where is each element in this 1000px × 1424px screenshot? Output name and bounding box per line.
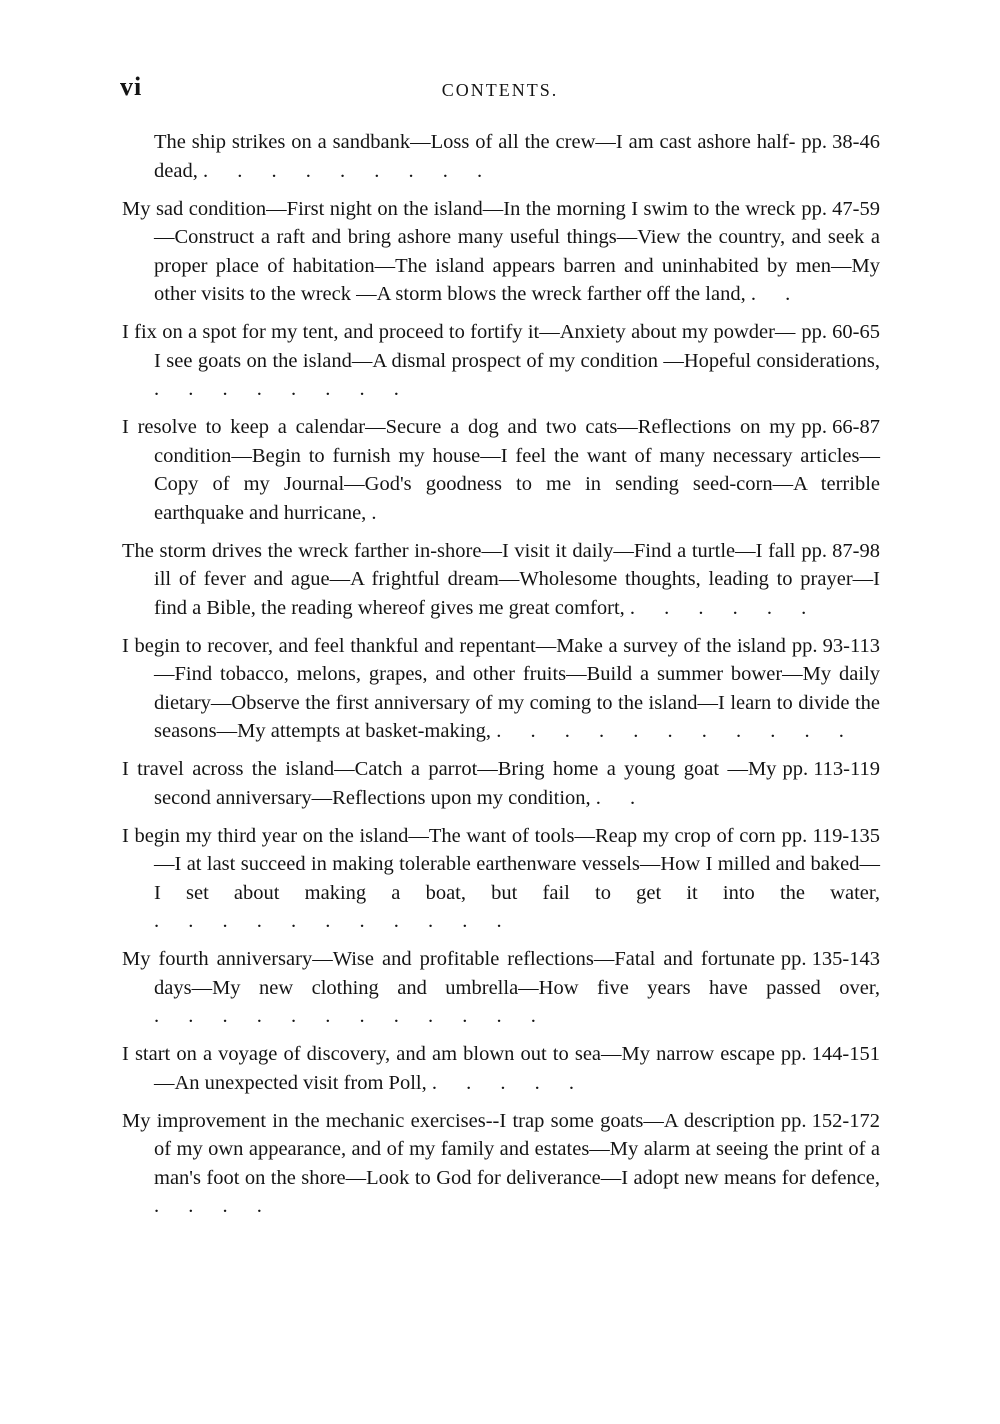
entry-pages: pp. 66-87 [795, 413, 880, 442]
entry-pages: pp. 47-59 [795, 195, 880, 224]
entry-pages: pp. 60-65 [795, 318, 880, 347]
contents-entry [122, 632, 880, 746]
page-title: CONTENTS. [441, 80, 559, 100]
entry-text: My fourth anniversary—Wise and profitable reflections—Fatal and fortunate days—My new clothing and umbrella—How five years have passed over, [122, 948, 880, 999]
entry-text: I start on a voyage of discovery, and am blown out to sea—My narrow escape—An unexpected visit from Poll, [122, 1043, 775, 1094]
entry-text: The storm drives the wreck farther in-shore—I visit it daily—Find a turtle—I fall ill of fever and ague—A frightful dream—Wholesome thoughts, leading to prayer—I find a Bible, the reading whereof gives me great comfort, [122, 539, 880, 619]
entry-leader: . . [750, 283, 803, 305]
entry-pages: pp. 135-143 [775, 945, 880, 974]
contents-entry [122, 318, 880, 404]
contents-entry [122, 945, 880, 1031]
contents-list [122, 128, 880, 1230]
entry-leader: . . . . . . . . . . . [154, 910, 514, 932]
entry-leader: . . [595, 786, 648, 809]
entry-text: I fix on a spot for my tent, and proceed to fortify it—Anxiety about my powder—I see goats on the island—A dismal prospect of my condition —Hopeful considerations, [122, 321, 880, 372]
entry-pages: pp. 38-46 [795, 128, 880, 157]
entry-text: My sad condition—First night on the island—In the morning I swim to the wreck—Construct a raft and bring ashore many useful things—View the country, and seek a proper place of habitation—The island appears barren and uninhabited by men—My other visits to the wreck —A storm blows the wreck farther off the land, [122, 197, 880, 305]
contents-entry [122, 1040, 880, 1097]
entry-text: I resolve to keep a calendar—Secure a dog and two cats—Reflections on my condition—Begin to furnish my house—I feel the want of many necessary articles—Copy of my Journal—God's goodness to me in sending seed-corn—A terrible earthquake and hurricane, [122, 416, 880, 524]
contents-entry [122, 755, 880, 812]
contents-entry [122, 413, 880, 527]
entry-text: I travel across the island—Catch a parrot—Bring home a young goat —My second anniversary—Reflections upon my condition, [122, 758, 777, 809]
entry-pages: pp. 119-135 [776, 822, 880, 851]
page-number: vi [120, 72, 143, 101]
entry-pages: pp. 144-151 [775, 1040, 880, 1069]
entry-pages: pp. 113-119 [776, 755, 880, 784]
entry-leader: . . . . [154, 1195, 274, 1217]
entry-pages: pp. 152-172 [775, 1107, 880, 1136]
contents-entry [122, 537, 880, 623]
entry-leader: . . . . . . . . [154, 378, 411, 400]
entry-leader: . . . . . . . . . . . [496, 720, 856, 742]
entry-leader: . . . . . . [629, 596, 819, 619]
entry-pages: pp. 87-98 [795, 537, 880, 566]
contents-entry [122, 128, 880, 185]
contents-entry [122, 822, 880, 936]
entry-text: I begin my third year on the island—The want of tools—Reap my crop of corn—I at last succeed in making tolerable earthenware vessels—How I milled and baked—I set about making a boat, but fail to get it into the water, [122, 824, 880, 904]
entry-leader: . . . . . . . . . . . . [154, 1005, 548, 1027]
contents-entry [122, 1107, 880, 1221]
entry-text: My improvement in the mechanic exercises--I trap some goats—A description of my own appearance, and of my family and estates—My alarm at seeing the print of a man's foot on the shore—Look to God for deliverance—I adopt new means for defence, [122, 1109, 880, 1189]
entry-text: The ship strikes on a sandbank—Loss of all the crew—I am cast ashore half-dead, [154, 131, 796, 182]
entry-leader: . [371, 501, 389, 524]
contents-entry [122, 195, 880, 309]
entry-leader: . . . . . [431, 1071, 586, 1094]
entry-leader: . . . . . . . . . [202, 159, 495, 182]
entry-text: I begin to recover, and feel thankful and repentant—Make a survey of the island—Find tobacco, melons, grapes, and other fruits—Build a summer bower—My daily dietary—Observe the first anniversary of my coming to the island—I learn to divide the seasons—My attempts at basket-making, [122, 634, 880, 742]
entry-pages: pp. 93-113 [786, 632, 880, 661]
